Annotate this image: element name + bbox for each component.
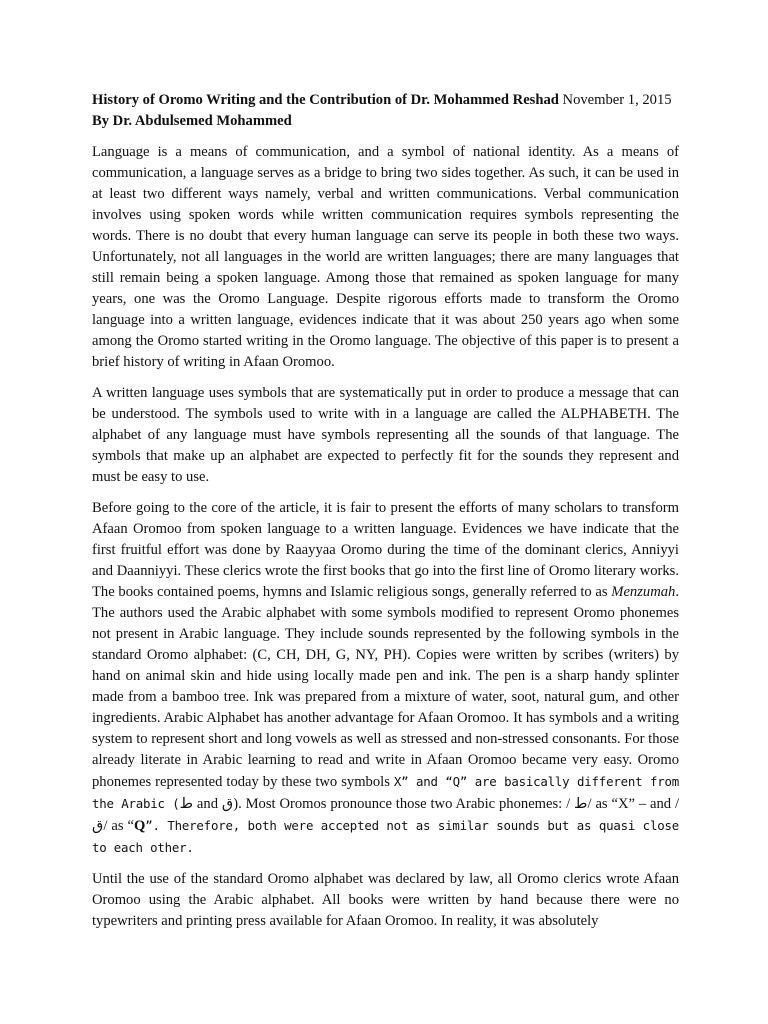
article-title	[92, 90, 679, 111]
paragraph-4: Until the use of the standard Oromo alphabet was declared by law, all Oromo clerics wrote Afaan Oromoo using the Arabic alphabet. All books were written by hand because there were no typewriters and printing press available for Afaan Oromoo. In reality, it was absolutely	[92, 871, 679, 929]
paragraph-2: A written language uses symbols that are systematically put in order to produce a message that can be understood. The symbols used to write with in a language are called the ALPHABETH. The alphabet of any language must have symbols representing all the sounds of that language. The symbols that make up an alphabet are expected to perfectly fit for the sounds they represent and must be easy to use.	[92, 385, 679, 485]
arabic-letter-ta: ط	[179, 796, 194, 812]
p3-text-d: and	[193, 796, 222, 812]
p3-text-b: . The authors used the Arabic alphabet with some symbols modified to represent Oromo phonemes not present in Arabic language. They include sounds represented by the following symbols in the standard Oromo alphabet: (C, CH, DH, G, NY, PH). Copies were written by scribes (writers) by hand on animal skin and hide using locally made pen and ink. The pen is a sharp handy splinter made from a bamboo tree. Ink was prepared from a mixture of water, soot, natural gum, and other ingredients. Arabic Alphabet has another advantage for Afaan Oromoo. It has symbols and a writing system to represent short and long vowels as well as stressed and non-stressed consonants. For those already literate in Arabic learning to read and write in Afaan Oromoo became very easy. Oromo phonemes represented today by these two symbols	[92, 584, 679, 790]
paragraph-1: Language is a means of communication, and a symbol of national identity. As a means of communication, a language serves as a bridge to bring two sides together. As such, it can be used in at least two different ways namely, verbal and written communications. Verbal communication involves using spoken words while written communication requires symbols representing the words. There is no doubt that every human language can serve its people in both these two ways. Unfortunately, not all languages in the world are written languages; there are many languages that still remain being a spoken language. Among those that remained as spoken language for many years, one was the Oromo Language. Despite rigorous efforts made to transform the Oromo language into a written language, evidences indicate that it was about 250 years ago when some among the Oromo started writing in the Oromo language. The objective of this paper is to present a brief history of writing in Afaan Oromoo.	[92, 144, 679, 370]
author-byline: By Dr. Abdulsemed Mohammed	[92, 113, 292, 129]
p3-text-g: / as “	[103, 818, 134, 834]
p3-text-a: Before going to the core of the article, it is fair to present the efforts of many scholars to transform Afaan Oromoo from spoken language to a written language. Evidences we have indicate that the first fruitful effort was done by Raayyaa Oromo during the time of the dominant clerics, Anniyyi and Daanniyyi. These clerics wrote the first books that go into the first line of Oromo literary works. The books contained poems, hymns and Islamic religious songs, generally referred to as	[92, 500, 679, 600]
arabic-letter-qaf-2: ق	[92, 818, 104, 834]
paragraph-3	[92, 498, 679, 859]
p3-text-c: X” and “Q” are basically different from the Arabic (	[92, 774, 679, 811]
arabic-letter-qaf: ق	[221, 796, 234, 812]
p3-text-h: ”. Therefore, both were accepted not as similar sounds but as quasi close to each other.	[92, 818, 679, 855]
menzumah-term: Menzumah	[611, 584, 676, 600]
title-text: History of Oromo Writing and the Contribution of Dr. Mohammed Reshad	[92, 92, 559, 108]
publication-date: November 1, 2015	[558, 92, 672, 108]
p3-text-f: / as “X” – and /	[587, 796, 679, 812]
p3-text-e: ). Most Oromos pronounce those two Arabic phonemes: /	[233, 796, 571, 812]
arabic-letter-ta-2: ط	[570, 796, 588, 812]
letter-q: Q	[133, 818, 146, 834]
document-page	[92, 90, 679, 932]
